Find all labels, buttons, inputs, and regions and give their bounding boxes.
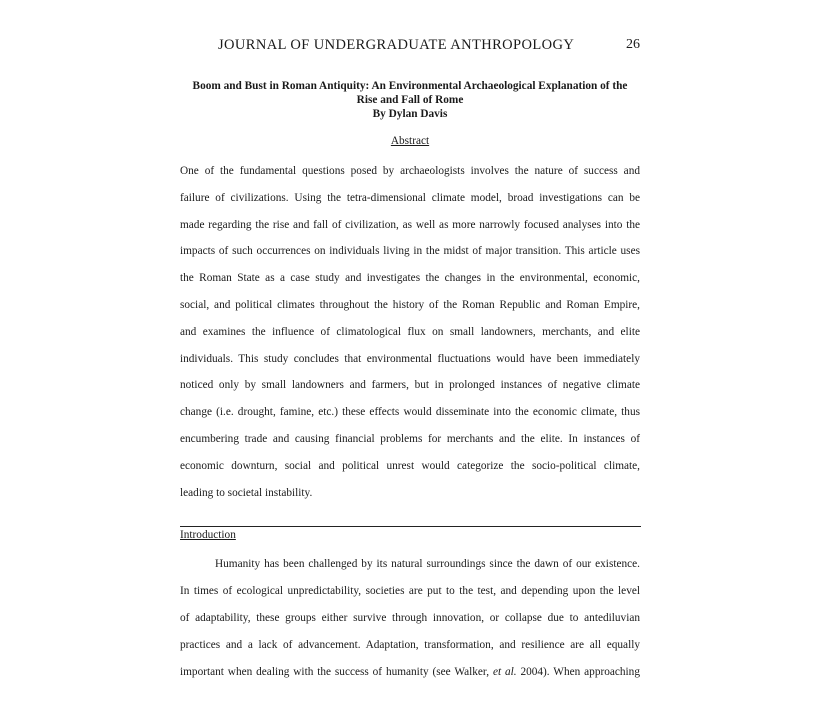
abstract-line: and examines the influence of climatological flux on small landowners, merchants, and elite: [180, 325, 640, 338]
abstract-line: encumbering trade and causing financial problems for merchants and the elite. In instances of: [180, 432, 640, 445]
abstract-line: change (i.e. drought, famine, etc.) these effects would disseminate into the economic climate, thus: [180, 406, 640, 419]
abstract-line: One of the fundamental questions posed by archaeologists involves the nature of success and: [180, 165, 640, 177]
intro-line-text: 2004). When approaching: [516, 666, 640, 678]
intro-line: [180, 659, 640, 686]
article-title-line-1: Boom and Bust in Roman Antiquity: An Environmental Archaeological Explanation of the: [192, 80, 628, 92]
abstract-line: noticed only by small landowners and farmers, but in prolonged instances of negative climate: [180, 379, 640, 392]
running-header: [180, 37, 640, 55]
section-divider: [180, 526, 641, 527]
intro-line: Humanity has been challenged by its natural surroundings since the dawn of our existence.: [215, 558, 640, 570]
intro-line-italic: et al.: [492, 666, 517, 678]
article-title-block: [180, 79, 640, 121]
intro-line: In times of ecological unpredictability, societies are put to the test, and depending upon the level: [180, 585, 640, 597]
intro-line-text: important when dealing with the success of humanity (see Walker,: [180, 666, 493, 678]
introduction-body: [180, 551, 640, 686]
abstract-line: social, and political climates throughout the history of the Roman Republic and Roman Empire,: [180, 298, 640, 311]
abstract-body: [180, 158, 640, 506]
abstract-line: individuals. This study concludes that environmental fluctuations would have been immediately: [180, 352, 640, 365]
abstract-line: impacts of such occurrences on individuals living in the midst of major transition. This article uses: [180, 245, 640, 258]
abstract-line: the Roman State as a case study and investigates the changes in the environmental, economic,: [180, 272, 640, 285]
abstract-heading: Abstract: [390, 135, 430, 147]
intro-line: practices and a lack of advancement. Adaptation, transformation, and resilience are all equally: [180, 639, 640, 651]
article-byline: By Dylan Davis: [372, 108, 448, 120]
page-number: 26: [626, 37, 640, 52]
abstract-line: leading to societal instability.: [180, 486, 313, 499]
abstract-line: economic downturn, social and political unrest would categorize the socio-political climate,: [180, 459, 640, 472]
article-title-line-2: Rise and Fall of Rome: [356, 94, 464, 106]
introduction-heading: Introduction: [180, 529, 236, 541]
abstract-line: failure of civilizations. Using the tetra-dimensional climate model, broad investigations can be: [180, 191, 640, 204]
journal-name: JOURNAL OF UNDERGRADUATE ANTHROPOLOGY: [218, 37, 575, 53]
abstract-line: made regarding the rise and fall of civilization, as well as more narrowly focused analyses into the: [180, 218, 640, 231]
intro-line: of adaptability, these groups either survive through innovation, or collapse due to antediluvian: [180, 612, 640, 624]
